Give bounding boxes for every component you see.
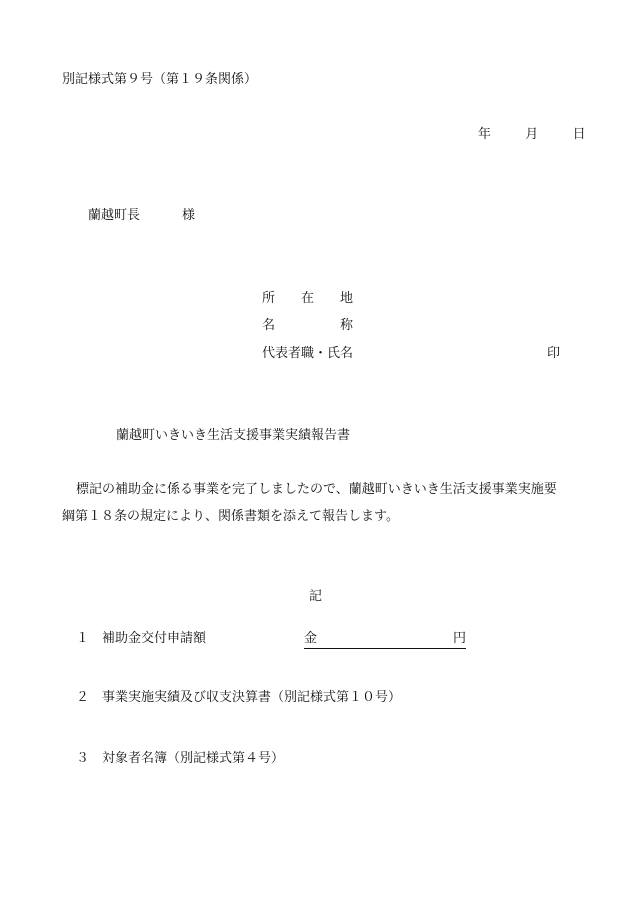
- addressee-name: 蘭越町長: [88, 208, 141, 223]
- document-title: 蘭越町いきいき生活支援事業実績報告書: [116, 428, 351, 443]
- seal-mark: 印: [547, 346, 561, 361]
- item-3-label: 対象者名簿（別記様式第４号）: [102, 751, 285, 766]
- body-text-line1: 標記の補助金に係る事業を完了しましたので、蘭越町いきいき生活支援事業実施要: [76, 482, 557, 497]
- item-2-label: 事業実施実績及び収支決算書（別記様式第１０号）: [102, 690, 402, 705]
- item-1-label: 補助金交付申請額: [102, 631, 207, 646]
- amount-field: [304, 631, 466, 649]
- representative-label: 代表者職・氏名: [262, 346, 354, 361]
- body-text-line2: 綱第１８条の規定により、関係書類を添えて報告します。: [62, 509, 399, 524]
- date-month-label: 月: [525, 127, 539, 142]
- name-label: 名 称: [262, 318, 354, 333]
- date-line: [478, 127, 586, 143]
- amount-prefix: 金: [304, 631, 318, 646]
- item-2-number: ２: [76, 690, 90, 705]
- address-label: 所 在 地: [262, 291, 354, 306]
- ki-heading: 記: [309, 589, 323, 604]
- date-day-label: 日: [572, 127, 586, 142]
- addressee-honorific: 様: [182, 208, 196, 223]
- date-year-label: 年: [478, 127, 492, 142]
- item-1-number: １: [76, 631, 90, 646]
- form-number: 別記様式第９号（第１９条関係）: [62, 72, 258, 87]
- item-3-number: ３: [76, 751, 90, 766]
- amount-suffix: 円: [452, 631, 466, 646]
